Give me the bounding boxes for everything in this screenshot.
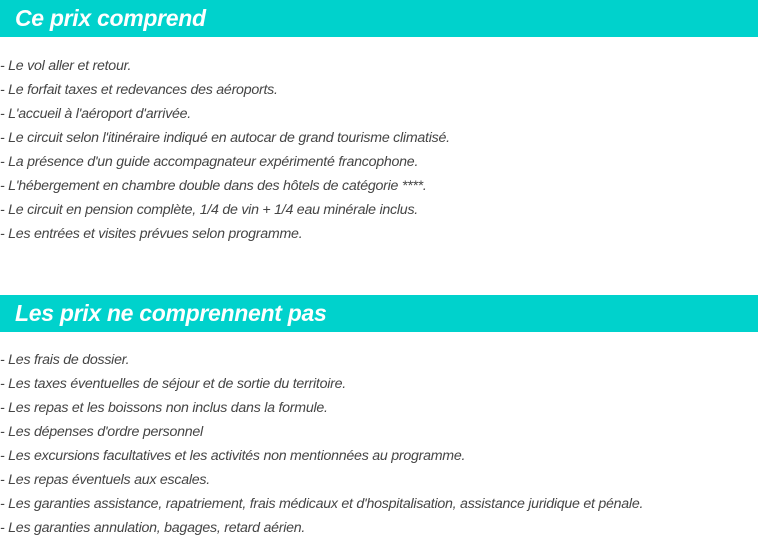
list-item: - L'hébergement en chambre double dans des hôtels de catégorie ****. — [0, 178, 427, 194]
list-item: - Les excursions facultatives et les activités non mentionnées au programme. — [0, 448, 466, 464]
list-item: - Le forfait taxes et redevances des aéroports. — [0, 82, 278, 98]
section-title-excludes: Les prix ne comprennent pas — [15, 300, 327, 326]
list-item: - L'accueil à l'aéroport d'arrivée. — [0, 106, 192, 122]
list-item: - Les dépenses d'ordre personnel — [0, 424, 203, 440]
list-item: - Les entrées et visites prévues selon programme. — [0, 226, 303, 242]
section-header-band — [0, 0, 758, 37]
list-item: - Les repas et les boissons non inclus dans la formule. — [0, 400, 328, 416]
list-item: - Les garanties assistance, rapatriement, frais médicaux et d'hospitalisation, assistance juridique et pénale. — [0, 496, 644, 512]
section-title-includes: Ce prix comprend — [15, 5, 206, 31]
list-item: - Le circuit en pension complète, 1/4 de vin + 1/4 eau minérale inclus. — [0, 202, 418, 218]
excludes-list — [0, 350, 643, 542]
includes-list — [0, 56, 450, 248]
list-item: - Le circuit selon l'itinéraire indiqué en autocar de grand tourisme climatisé. — [0, 130, 450, 146]
list-item: - Les repas éventuels aux escales. — [0, 472, 210, 488]
list-item: - Les taxes éventuelles de séjour et de sortie du territoire. — [0, 376, 346, 392]
list-item: - Les garanties annulation, bagages, retard aérien. — [0, 520, 306, 536]
list-item: - Le vol aller et retour. — [0, 58, 132, 74]
section-header-band — [0, 295, 758, 332]
list-item: - La présence d'un guide accompagnateur expérimenté francophone. — [0, 154, 419, 170]
list-item: - Les frais de dossier. — [0, 352, 130, 368]
